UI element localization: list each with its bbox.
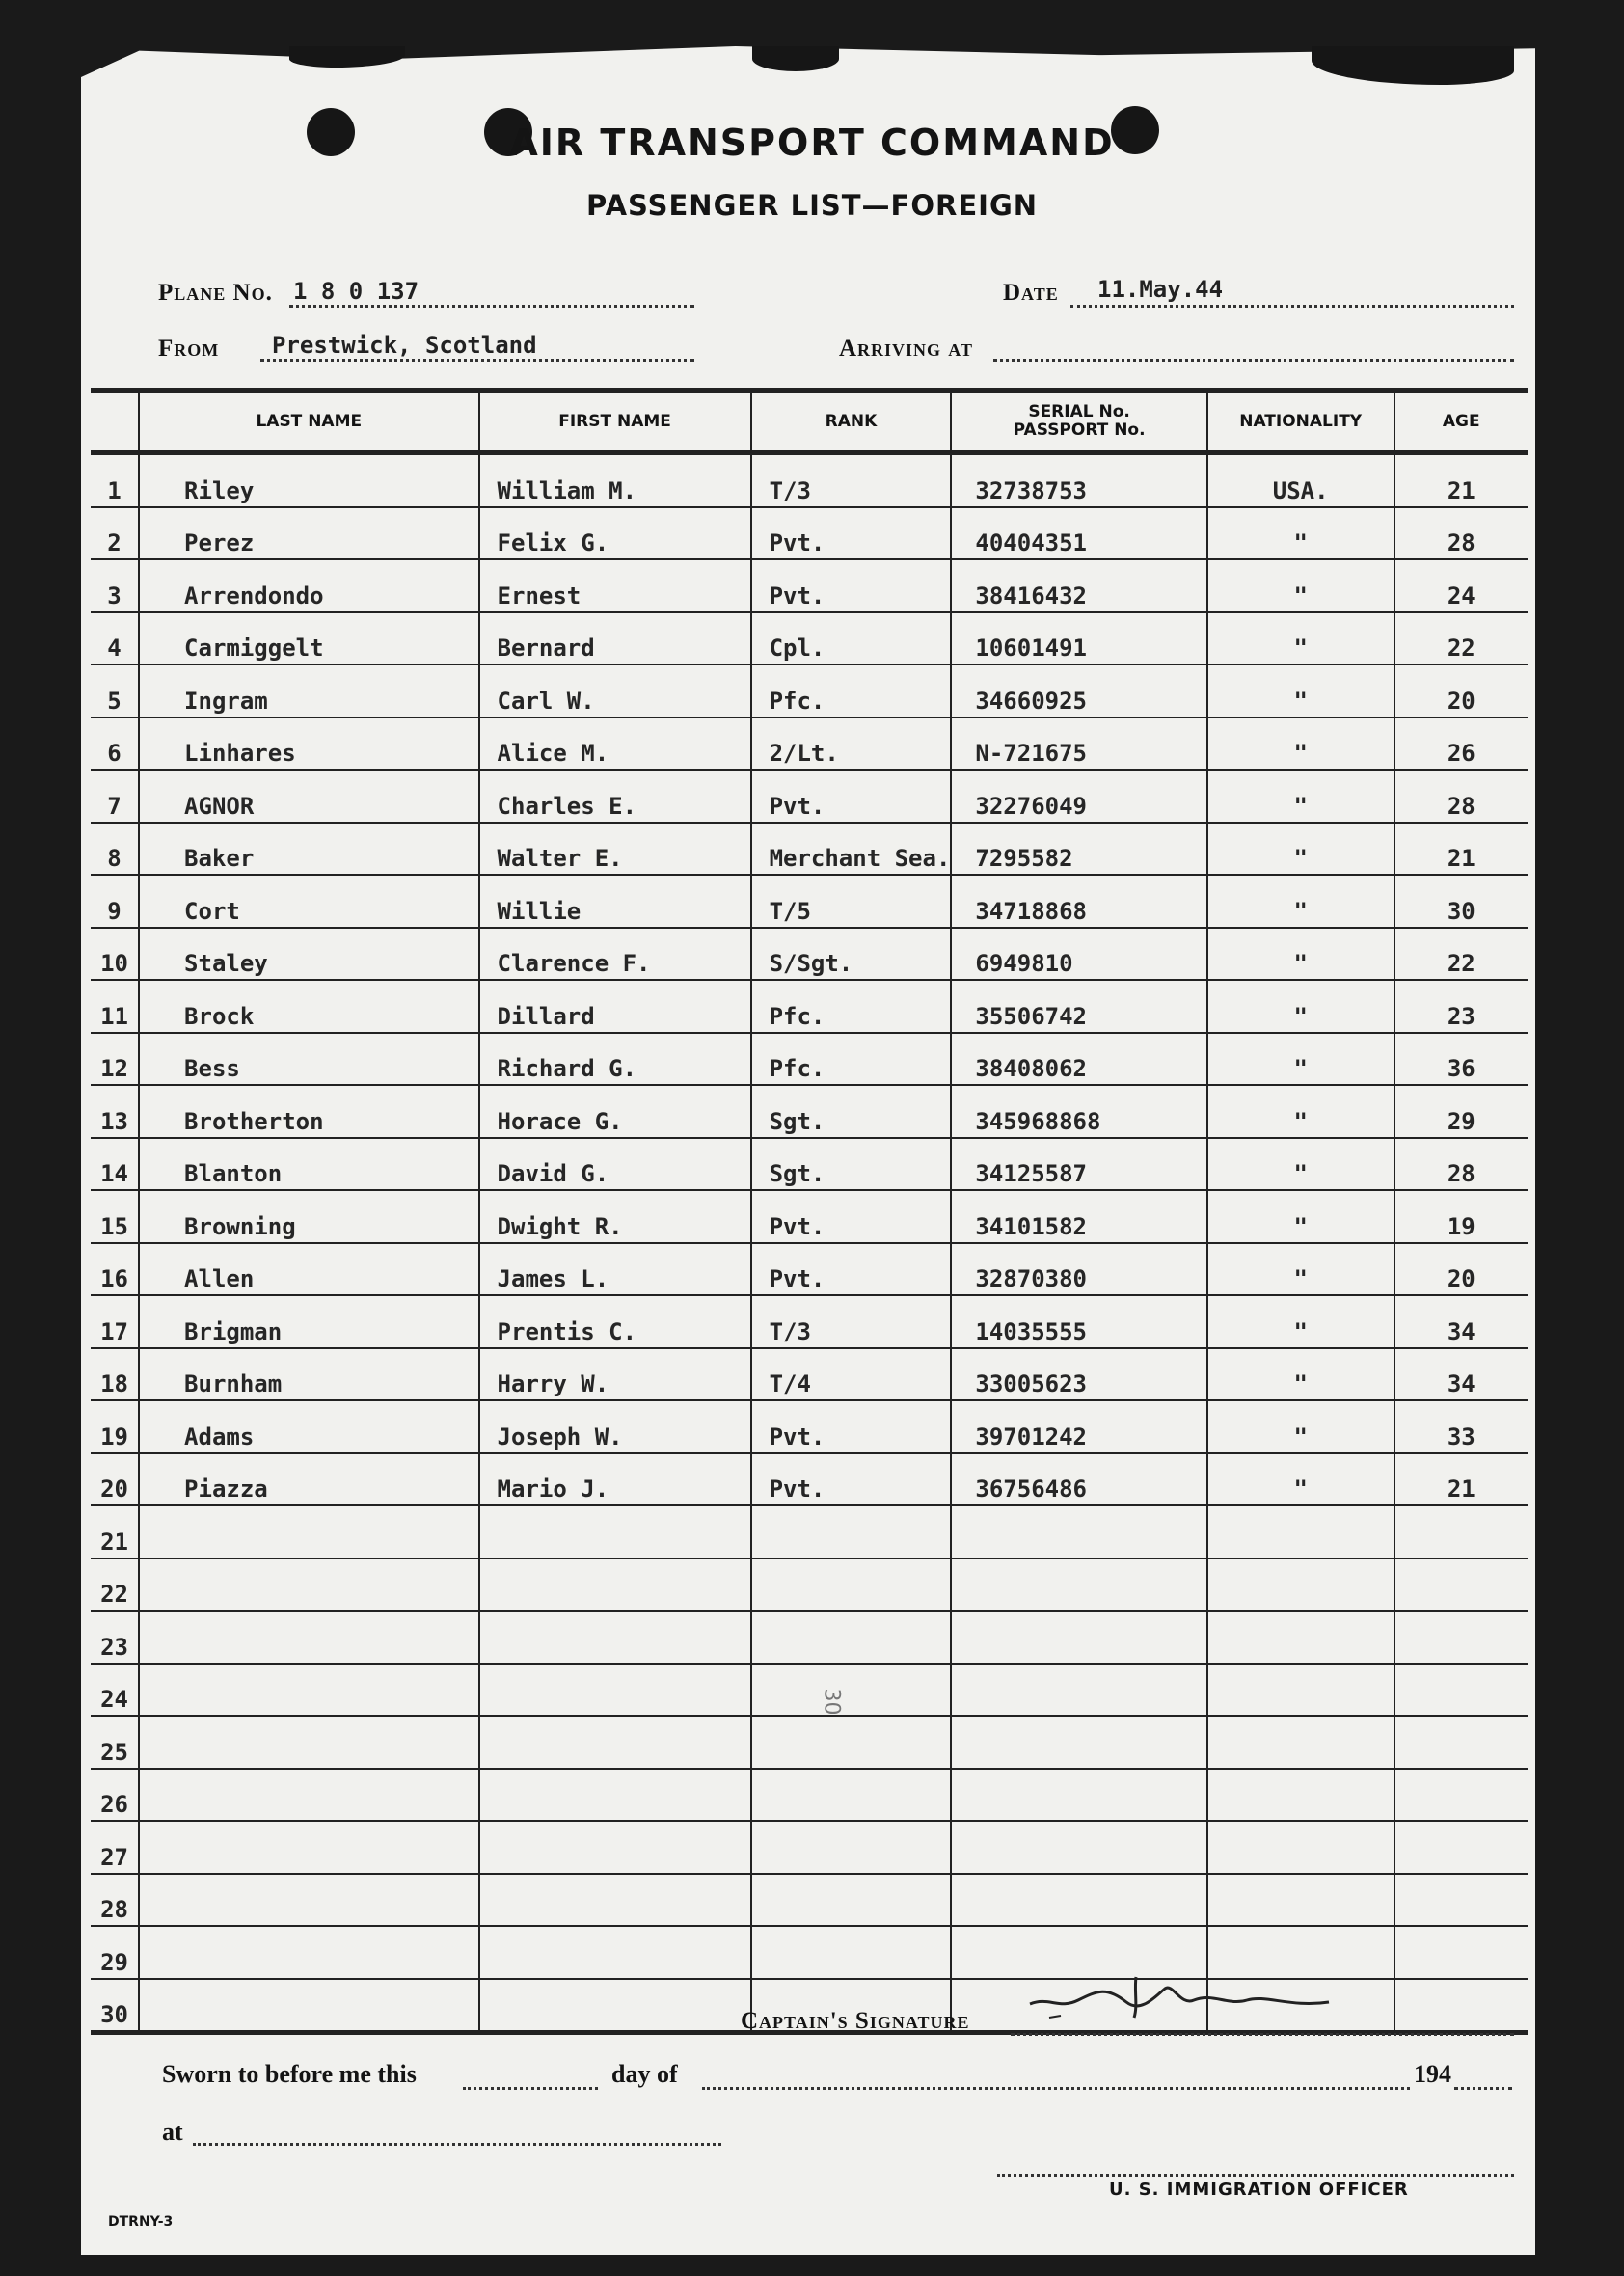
- serial-number-cell: 34660925: [951, 664, 1206, 718]
- last-name-cell: Browning: [139, 1190, 479, 1243]
- col-header-age: AGE: [1394, 391, 1528, 453]
- first-name-cell: [479, 1926, 751, 1979]
- last-name-cell: Bess: [139, 1033, 479, 1086]
- rank-cell: T/4: [751, 1348, 952, 1401]
- table-header-row: [91, 391, 1528, 453]
- nationality-cell: ": [1207, 980, 1394, 1033]
- nationality-cell: ": [1207, 1453, 1394, 1506]
- row-number: 12: [91, 1033, 139, 1086]
- rank-cell: Pvt.: [751, 1453, 952, 1506]
- nationality-cell: [1207, 1611, 1394, 1664]
- serial-number-cell: N-721675: [951, 718, 1206, 771]
- first-name-cell: Charles E.: [479, 770, 751, 823]
- row-number: 23: [91, 1611, 139, 1664]
- nationality-cell: ": [1207, 559, 1394, 612]
- row-number: 29: [91, 1926, 139, 1979]
- row-number: 13: [91, 1085, 139, 1138]
- nationality-cell: ": [1207, 823, 1394, 876]
- table-row: [91, 1505, 1528, 1558]
- last-name-cell: [139, 1664, 479, 1717]
- row-number: 5: [91, 664, 139, 718]
- row-number: 24: [91, 1664, 139, 1717]
- rank-cell: T/5: [751, 875, 952, 928]
- serial-number-cell: 36756486: [951, 1453, 1206, 1506]
- serial-number-cell: 38416432: [951, 559, 1206, 612]
- age-cell: 34: [1394, 1295, 1528, 1348]
- serial-number-cell: 38408062: [951, 1033, 1206, 1086]
- nationality-cell: [1207, 1558, 1394, 1612]
- table-row: [91, 980, 1528, 1033]
- first-name-cell: Mario J.: [479, 1453, 751, 1506]
- rank-cell: Pvt.: [751, 507, 952, 560]
- col-header-number: [91, 391, 139, 453]
- row-number: 19: [91, 1400, 139, 1453]
- table-row: [91, 507, 1528, 560]
- last-name-cell: [139, 1769, 479, 1822]
- table-row: [91, 1190, 1528, 1243]
- nationality-cell: ": [1207, 875, 1394, 928]
- sworn-month-line: [702, 2087, 1410, 2090]
- age-cell: 22: [1394, 612, 1528, 665]
- row-number: 20: [91, 1453, 139, 1506]
- last-name-cell: Linhares: [139, 718, 479, 771]
- first-name-cell: Alice M.: [479, 718, 751, 771]
- serial-number-cell: 35506742: [951, 980, 1206, 1033]
- table-row: [91, 453, 1528, 507]
- last-name-cell: [139, 1874, 479, 1927]
- nationality-cell: ": [1207, 1243, 1394, 1296]
- last-name-cell: Piazza: [139, 1453, 479, 1506]
- table-row: [91, 875, 1528, 928]
- rank-cell: [751, 1664, 952, 1717]
- table-row: [91, 1400, 1528, 1453]
- table-row: [91, 1243, 1528, 1296]
- first-name-cell: Willie: [479, 875, 751, 928]
- row-number: 22: [91, 1558, 139, 1612]
- rank-cell: Pfc.: [751, 1033, 952, 1086]
- last-name-cell: Arrendondo: [139, 559, 479, 612]
- age-cell: 26: [1394, 718, 1528, 771]
- age-cell: [1394, 1664, 1528, 1717]
- row-number: 27: [91, 1821, 139, 1874]
- table-row: [91, 1453, 1528, 1506]
- rank-cell: [751, 1505, 952, 1558]
- row-number: 11: [91, 980, 139, 1033]
- serial-number-cell: [951, 1664, 1206, 1717]
- rank-cell: [751, 1769, 952, 1822]
- captain-signature: [1020, 1967, 1348, 2025]
- rank-cell: Pvt.: [751, 1190, 952, 1243]
- last-name-cell: Brotherton: [139, 1085, 479, 1138]
- table-row: [91, 770, 1528, 823]
- arriving-underline: [993, 359, 1514, 362]
- last-name-cell: [139, 1611, 479, 1664]
- first-name-cell: [479, 1769, 751, 1822]
- age-cell: [1394, 1874, 1528, 1927]
- torn-edge: [752, 46, 839, 71]
- age-cell: [1394, 1769, 1528, 1822]
- last-name-cell: Ingram: [139, 664, 479, 718]
- row-number: 14: [91, 1138, 139, 1191]
- serial-number-cell: [951, 1505, 1206, 1558]
- age-cell: 20: [1394, 664, 1528, 718]
- serial-number-cell: [951, 1874, 1206, 1927]
- table-row: [91, 1821, 1528, 1874]
- last-name-cell: [139, 1926, 479, 1979]
- nationality-cell: ": [1207, 507, 1394, 560]
- serial-number-cell: 34718868: [951, 875, 1206, 928]
- first-name-cell: Dwight R.: [479, 1190, 751, 1243]
- age-cell: [1394, 1505, 1528, 1558]
- rank-cell: Cpl.: [751, 612, 952, 665]
- captain-signature-label: Captain's Signature: [741, 2008, 970, 2034]
- last-name-cell: Staley: [139, 928, 479, 981]
- last-name-cell: Brigman: [139, 1295, 479, 1348]
- nationality-cell: ": [1207, 612, 1394, 665]
- row-number: 26: [91, 1769, 139, 1822]
- nationality-cell: [1207, 1874, 1394, 1927]
- serial-number-cell: 10601491: [951, 612, 1206, 665]
- rank-cell: [751, 1821, 952, 1874]
- row-number: 16: [91, 1243, 139, 1296]
- day-of-text: day of: [611, 2060, 678, 2088]
- last-name-cell: [139, 1505, 479, 1558]
- serial-number-cell: 39701242: [951, 1400, 1206, 1453]
- serial-number-cell: 34101582: [951, 1190, 1206, 1243]
- age-cell: 21: [1394, 453, 1528, 507]
- nationality-cell: ": [1207, 1400, 1394, 1453]
- last-name-cell: [139, 1716, 479, 1769]
- sworn-day-line: [463, 2087, 598, 2090]
- row-number: 6: [91, 718, 139, 771]
- rank-cell: Merchant Sea.: [751, 823, 952, 876]
- rank-cell: Pvt.: [751, 770, 952, 823]
- captain-signature-line: [1011, 2033, 1514, 2036]
- row-number: 8: [91, 823, 139, 876]
- last-name-cell: Allen: [139, 1243, 479, 1296]
- from-underline: [260, 359, 694, 362]
- stamp-mark: 30: [819, 1688, 844, 1716]
- last-name-cell: [139, 1558, 479, 1612]
- serial-number-cell: 6949810: [951, 928, 1206, 981]
- nationality-cell: ": [1207, 1348, 1394, 1401]
- serial-number-cell: 32276049: [951, 770, 1206, 823]
- table-row: [91, 1085, 1528, 1138]
- nationality-cell: ": [1207, 664, 1394, 718]
- table-row: [91, 928, 1528, 981]
- row-number: 3: [91, 559, 139, 612]
- nationality-cell: [1207, 1716, 1394, 1769]
- plane-underline: [289, 305, 694, 308]
- from-value: Prestwick, Scotland: [272, 332, 537, 359]
- serial-number-cell: 14035555: [951, 1295, 1206, 1348]
- serial-number-cell: [951, 1716, 1206, 1769]
- nationality-cell: ": [1207, 928, 1394, 981]
- first-name-cell: Bernard: [479, 612, 751, 665]
- rank-cell: Pvt.: [751, 1400, 952, 1453]
- plane-value: 1 8 0 137: [293, 278, 420, 305]
- rank-cell: Pvt.: [751, 559, 952, 612]
- col-header-last-name: LAST NAME: [139, 391, 479, 453]
- table-row: [91, 664, 1528, 718]
- at-line: [193, 2143, 721, 2146]
- last-name-cell: Adams: [139, 1400, 479, 1453]
- table-row: [91, 718, 1528, 771]
- col-header-first-name: FIRST NAME: [479, 391, 751, 453]
- age-cell: 19: [1394, 1190, 1528, 1243]
- last-name-cell: Carmiggelt: [139, 612, 479, 665]
- nationality-cell: [1207, 1769, 1394, 1822]
- first-name-cell: Prentis C.: [479, 1295, 751, 1348]
- rank-cell: Pfc.: [751, 664, 952, 718]
- serial-number-cell: 7295582: [951, 823, 1206, 876]
- col-header-nationality: NATIONALITY: [1207, 391, 1394, 453]
- rank-cell: [751, 1716, 952, 1769]
- date-label: Date: [1003, 280, 1059, 306]
- age-cell: 23: [1394, 980, 1528, 1033]
- rank-cell: T/3: [751, 453, 952, 507]
- form-code: DTRNY-3: [108, 2214, 174, 2230]
- last-name-cell: Blanton: [139, 1138, 479, 1191]
- row-number: 30: [91, 1979, 139, 2033]
- rank-cell: Pfc.: [751, 980, 952, 1033]
- first-name-cell: Felix G.: [479, 507, 751, 560]
- table-row: [91, 1874, 1528, 1927]
- date-underline: [1070, 305, 1514, 308]
- rank-cell: [751, 1926, 952, 1979]
- first-name-cell: William M.: [479, 453, 751, 507]
- age-cell: 28: [1394, 507, 1528, 560]
- table-row: [91, 1348, 1528, 1401]
- nationality-cell: USA.: [1207, 453, 1394, 507]
- serial-number-cell: 33005623: [951, 1348, 1206, 1401]
- row-number: 21: [91, 1505, 139, 1558]
- first-name-cell: [479, 1505, 751, 1558]
- age-cell: 21: [1394, 1453, 1528, 1506]
- nationality-cell: ": [1207, 1085, 1394, 1138]
- age-cell: [1394, 1716, 1528, 1769]
- rank-cell: [751, 1611, 952, 1664]
- last-name-cell: Brock: [139, 980, 479, 1033]
- rank-cell: 2/Lt.: [751, 718, 952, 771]
- at-label: at: [162, 2118, 183, 2146]
- rank-cell: [751, 1874, 952, 1927]
- table-row: [91, 1138, 1528, 1191]
- from-label: From: [158, 336, 220, 362]
- arriving-label: Arriving at: [839, 336, 973, 362]
- last-name-cell: Burnham: [139, 1348, 479, 1401]
- serial-number-cell: [951, 1769, 1206, 1822]
- serial-number-cell: 345968868: [951, 1085, 1206, 1138]
- first-name-cell: Dillard: [479, 980, 751, 1033]
- nationality-cell: ": [1207, 1295, 1394, 1348]
- nationality-cell: [1207, 1821, 1394, 1874]
- age-cell: 28: [1394, 1138, 1528, 1191]
- rank-cell: Sgt.: [751, 1085, 952, 1138]
- document-subtitle: PASSENGER LIST—FOREIGN: [585, 189, 1039, 222]
- immigration-officer-line: [997, 2174, 1514, 2177]
- row-number: 28: [91, 1874, 139, 1927]
- table-row: [91, 823, 1528, 876]
- first-name-cell: Clarence F.: [479, 928, 751, 981]
- first-name-cell: [479, 1979, 751, 2033]
- passenger-table: [91, 388, 1528, 2035]
- nationality-cell: [1207, 1505, 1394, 1558]
- row-number: 4: [91, 612, 139, 665]
- first-name-cell: [479, 1716, 751, 1769]
- serial-number-cell: 32738753: [951, 453, 1206, 507]
- row-number: 1: [91, 453, 139, 507]
- table-row: [91, 559, 1528, 612]
- nationality-cell: ": [1207, 770, 1394, 823]
- first-name-cell: [479, 1558, 751, 1612]
- rank-cell: [751, 1558, 952, 1612]
- age-cell: 28: [1394, 770, 1528, 823]
- row-number: 9: [91, 875, 139, 928]
- first-name-cell: Richard G.: [479, 1033, 751, 1086]
- table-row: [91, 1611, 1528, 1664]
- first-name-cell: [479, 1664, 751, 1717]
- table-row: [91, 1558, 1528, 1612]
- table-row: [91, 1769, 1528, 1822]
- age-cell: 30: [1394, 875, 1528, 928]
- table-row: [91, 612, 1528, 665]
- age-cell: [1394, 1558, 1528, 1612]
- age-cell: 34: [1394, 1348, 1528, 1401]
- table-row: [91, 1295, 1528, 1348]
- rank-cell: T/3: [751, 1295, 952, 1348]
- row-number: 7: [91, 770, 139, 823]
- year-prefix: 194: [1414, 2060, 1451, 2088]
- age-cell: [1394, 1821, 1528, 1874]
- last-name-cell: Riley: [139, 453, 479, 507]
- serial-number-cell: [951, 1611, 1206, 1664]
- nationality-cell: ": [1207, 718, 1394, 771]
- first-name-cell: James L.: [479, 1243, 751, 1296]
- first-name-cell: [479, 1821, 751, 1874]
- immigration-officer-label: U. S. IMMIGRATION OFFICER: [1109, 2180, 1409, 2200]
- rank-cell: Sgt.: [751, 1138, 952, 1191]
- table-row: [91, 1716, 1528, 1769]
- first-name-cell: [479, 1874, 751, 1927]
- first-name-cell: Harry W.: [479, 1348, 751, 1401]
- age-cell: [1394, 1611, 1528, 1664]
- last-name-cell: Cort: [139, 875, 479, 928]
- last-name-cell: [139, 1821, 479, 1874]
- first-name-cell: Joseph W.: [479, 1400, 751, 1453]
- age-cell: 22: [1394, 928, 1528, 981]
- date-value: 11.May.44: [1097, 276, 1224, 303]
- row-number: 18: [91, 1348, 139, 1401]
- table-row: [91, 1033, 1528, 1086]
- row-number: 17: [91, 1295, 139, 1348]
- document-title: AIR TRANSPORT COMMAND: [509, 122, 1115, 164]
- last-name-cell: Baker: [139, 823, 479, 876]
- last-name-cell: Perez: [139, 507, 479, 560]
- first-name-cell: Horace G.: [479, 1085, 751, 1138]
- serial-number-cell: 32870380: [951, 1243, 1206, 1296]
- age-cell: 33: [1394, 1400, 1528, 1453]
- first-name-cell: [479, 1611, 751, 1664]
- row-number: 10: [91, 928, 139, 981]
- age-cell: 29: [1394, 1085, 1528, 1138]
- age-cell: 20: [1394, 1243, 1528, 1296]
- sworn-text: Sworn to before me this: [162, 2060, 417, 2088]
- nationality-cell: ": [1207, 1190, 1394, 1243]
- rank-cell: Pvt.: [751, 1243, 952, 1296]
- row-number: 2: [91, 507, 139, 560]
- plane-label: Plane No.: [158, 280, 273, 306]
- serial-number-cell: [951, 1821, 1206, 1874]
- age-cell: 24: [1394, 559, 1528, 612]
- table-row: [91, 1664, 1528, 1717]
- col-header-serial: SERIAL No. PASSPORT No.: [951, 391, 1206, 453]
- row-number: 25: [91, 1716, 139, 1769]
- first-name-cell: Walter E.: [479, 823, 751, 876]
- first-name-cell: David G.: [479, 1138, 751, 1191]
- last-name-cell: [139, 1979, 479, 2033]
- age-cell: [1394, 1926, 1528, 1979]
- rank-cell: S/Sgt.: [751, 928, 952, 981]
- serial-number-cell: [951, 1558, 1206, 1612]
- nationality-cell: ": [1207, 1138, 1394, 1191]
- row-number: 15: [91, 1190, 139, 1243]
- first-name-cell: Ernest: [479, 559, 751, 612]
- first-name-cell: Carl W.: [479, 664, 751, 718]
- sworn-year-line: [1454, 2087, 1512, 2090]
- age-cell: [1394, 1979, 1528, 2033]
- last-name-cell: AGNOR: [139, 770, 479, 823]
- nationality-cell: ": [1207, 1033, 1394, 1086]
- serial-number-cell: 40404351: [951, 507, 1206, 560]
- age-cell: 21: [1394, 823, 1528, 876]
- age-cell: 36: [1394, 1033, 1528, 1086]
- nationality-cell: [1207, 1664, 1394, 1717]
- serial-number-cell: 34125587: [951, 1138, 1206, 1191]
- col-header-rank: RANK: [751, 391, 952, 453]
